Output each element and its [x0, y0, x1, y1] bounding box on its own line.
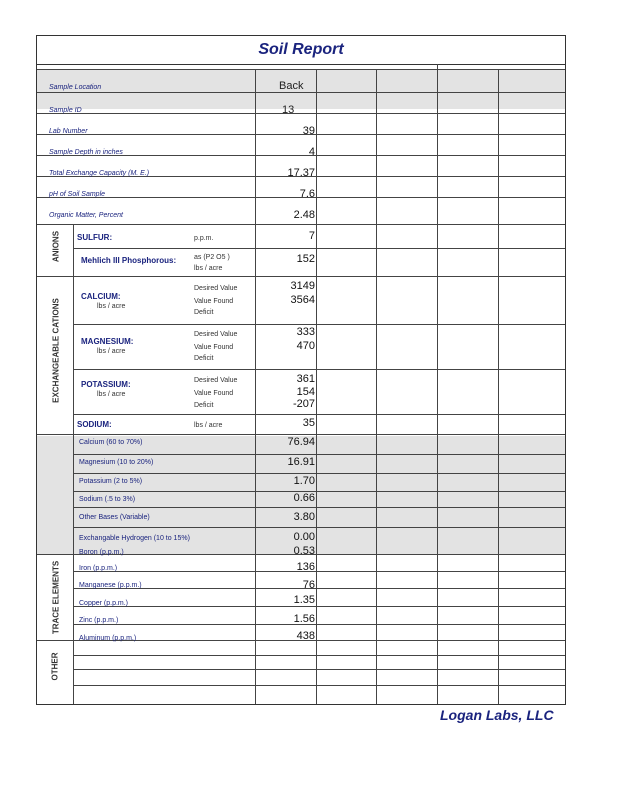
ph-label: pH of Soil Sample — [49, 191, 106, 198]
trace-value: 0.53 — [293, 545, 315, 557]
grid-line — [73, 571, 565, 572]
sample-location-value: Back — [279, 80, 304, 92]
magnesium-deficit-label: Deficit — [194, 355, 214, 362]
magnesium-unit: lbs / acre — [97, 348, 126, 355]
trace-value: 1.35 — [293, 594, 315, 606]
phosphorus-unit: as (P2 O5 ) — [194, 254, 230, 261]
magnesium-label: MAGNESIUM: — [81, 337, 134, 346]
grid-line — [73, 414, 565, 415]
sample-location-label: Sample Location — [49, 84, 102, 91]
calcium-desired-value: 3149 — [290, 280, 315, 292]
trace-label: Aluminum (p.p.m.) — [79, 635, 137, 642]
magnesium-desired-label: Desired Value — [194, 331, 238, 338]
cations-section-label: EXCHANGEABLE CATIONS — [51, 298, 61, 403]
phosphorus-value: 152 — [296, 253, 315, 265]
sulfur-unit: p.p.m. — [194, 235, 214, 242]
grid-line — [316, 69, 317, 704]
grid-line — [73, 685, 565, 686]
tec-value: 17.37 — [287, 167, 315, 179]
base-sat-value: 1.70 — [293, 475, 315, 487]
base-sat-value: 16.91 — [287, 456, 315, 468]
potassium-deficit-label: Deficit — [194, 402, 214, 409]
magnesium-desired-value: 333 — [296, 326, 315, 338]
phosphorus-unit-2: lbs / acre — [194, 265, 223, 272]
calcium-unit: lbs / acre — [97, 303, 126, 310]
base-sat-label: Sodium (.5 to 3%) — [79, 496, 136, 503]
grid-line — [37, 69, 565, 70]
grid-line — [37, 224, 565, 225]
grid-line — [73, 491, 565, 492]
tec-label: Total Exchange Capacity (M. E.) — [49, 170, 150, 177]
trace-value: 136 — [296, 561, 315, 573]
base-sat-label: Calcium (60 to 70%) — [79, 439, 143, 446]
calcium-label: CALCIUM: — [81, 292, 121, 301]
potassium-label: POTASSIUM: — [81, 380, 131, 389]
trace-section-label: TRACE ELEMENTS — [51, 560, 61, 635]
calcium-found-label: Value Found — [194, 298, 234, 305]
page-title: Soil Report — [37, 36, 565, 65]
trace-label: Iron (p.p.m.) — [79, 565, 118, 572]
sample-depth-label: Sample Depth in inches — [49, 149, 123, 156]
lab-number-value: 39 — [302, 125, 315, 137]
base-sat-label: Exchangable Hydrogen (10 to 15%) — [79, 535, 190, 542]
organic-matter-value: 2.48 — [293, 209, 315, 221]
grid-line — [37, 113, 565, 114]
potassium-unit: lbs / acre — [97, 391, 126, 398]
sample-id-value: 13 — [282, 104, 295, 116]
grid-line — [37, 434, 565, 435]
grid-line — [73, 369, 565, 370]
potassium-desired-label: Desired Value — [194, 377, 238, 384]
trace-label: Boron (p.p.m.) — [79, 549, 124, 556]
grid-line — [73, 473, 565, 474]
grid-line — [73, 588, 565, 589]
lab-number-label: Lab Number — [49, 128, 88, 135]
organic-matter-label: Organic Matter, Percent — [49, 212, 123, 219]
sample-depth-value: 4 — [308, 146, 315, 158]
trace-label: Zinc (p.p.m.) — [79, 617, 119, 624]
trace-value: 76 — [302, 579, 315, 591]
anions-section-label: ANIONS — [51, 230, 61, 263]
calcium-found-value: 3564 — [290, 294, 315, 306]
soil-report-sheet — [36, 35, 566, 705]
sulfur-label: SULFUR: — [77, 233, 113, 242]
calcium-desired-label: Desired Value — [194, 285, 238, 292]
base-sat-value: 3.80 — [293, 511, 315, 523]
trace-label: Copper (p.p.m.) — [79, 600, 129, 607]
sample-id-label: Sample ID — [49, 107, 82, 114]
grid-line — [73, 669, 565, 670]
sodium-unit: lbs / acre — [194, 422, 223, 429]
calcium-deficit-label: Deficit — [194, 309, 214, 316]
potassium-found-value: 154 — [296, 386, 315, 398]
grid-line — [37, 92, 565, 93]
grid-line — [73, 624, 565, 625]
potassium-desired-value: 361 — [296, 373, 315, 385]
potassium-found-label: Value Found — [194, 390, 234, 397]
phosphorus-label: Mehlich III Phosphorous: — [81, 256, 177, 265]
sodium-value: 35 — [302, 417, 315, 429]
grid-line — [437, 64, 438, 704]
grid-line — [73, 507, 565, 508]
magnesium-found-value: 470 — [296, 340, 315, 352]
grid-line — [73, 454, 565, 455]
grid-line — [73, 655, 565, 656]
grid-line — [73, 324, 565, 325]
ph-value: 7.6 — [299, 188, 315, 200]
trace-value: 438 — [296, 630, 315, 642]
grid-line — [73, 527, 565, 528]
grid-line — [498, 69, 499, 704]
base-sat-value: 0.66 — [293, 492, 315, 504]
base-sat-label: Magnesium (10 to 20%) — [79, 459, 154, 466]
base-sat-value: 76.94 — [287, 436, 315, 448]
grid-line — [73, 224, 74, 704]
base-sat-label: Potassium (2 to 5%) — [79, 478, 143, 485]
grid-line — [376, 69, 377, 704]
grid-line — [73, 248, 565, 249]
brand-logo-text: Logan Labs, LLC — [440, 707, 554, 723]
trace-label: Manganese (p.p.m.) — [79, 582, 142, 589]
grid-line — [37, 276, 565, 277]
base-sat-value: 0.00 — [293, 531, 315, 543]
grid-line — [73, 606, 565, 607]
base-sat-label: Other Bases (Variable) — [79, 514, 150, 521]
sodium-label: SODIUM: — [77, 420, 112, 429]
other-section-label: OTHER — [50, 652, 60, 681]
potassium-deficit-value: -207 — [292, 398, 315, 410]
sulfur-value: 7 — [308, 230, 315, 242]
trace-value: 1.56 — [293, 613, 315, 625]
magnesium-found-label: Value Found — [194, 344, 234, 351]
